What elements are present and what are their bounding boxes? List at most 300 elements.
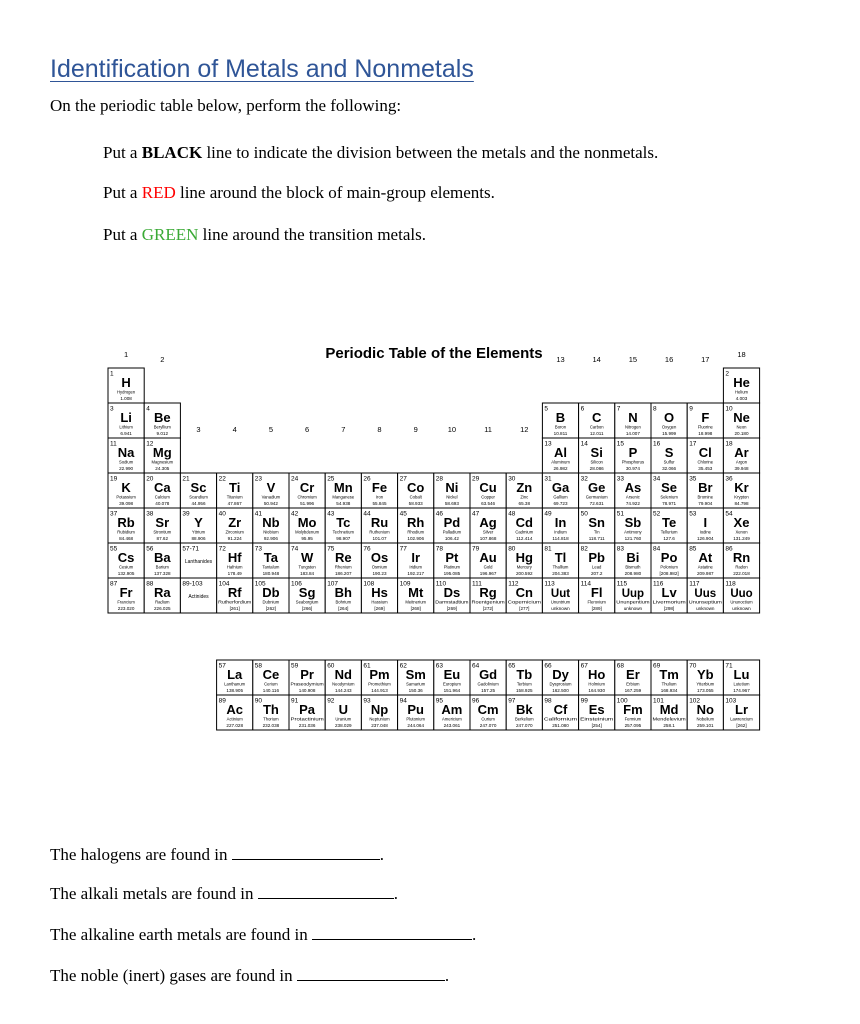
atomic-mass: 10.811 — [553, 431, 568, 436]
element-symbol: Cn — [515, 585, 533, 600]
element-name: Gadolinium — [477, 681, 499, 687]
atomic-mass: 102.906 — [407, 536, 425, 541]
atomic-mass: [268] — [410, 606, 421, 611]
atomic-mass: unknown — [696, 606, 715, 611]
atomic-mass: 196.967 — [479, 571, 497, 576]
element-name: Scandium — [189, 494, 208, 500]
element-th — [253, 695, 289, 730]
atomic-mass: 65.38 — [518, 501, 531, 506]
atomic-mass: 251.080 — [552, 723, 569, 728]
atomic-mass: 243.061 — [443, 723, 461, 728]
atomic-number: 112 — [508, 580, 519, 588]
element-symbol: Y — [194, 515, 203, 530]
atomic-mass: 69.723 — [553, 501, 568, 506]
atomic-number: 61 — [363, 662, 371, 670]
element-symbol: Nb — [262, 515, 280, 530]
element-symbol: Bi — [626, 550, 640, 565]
element-te — [651, 508, 687, 543]
element-name: Ruthenium — [369, 529, 390, 535]
atomic-mass: [298] — [663, 606, 675, 611]
atomic-mass: 238.029 — [334, 723, 352, 728]
atomic-number: 8 — [653, 405, 657, 413]
element-symbol: Lu — [733, 667, 750, 682]
element-bi — [615, 543, 651, 578]
element-name: Actinium — [226, 716, 243, 722]
atomic-mass: 50.942 — [263, 501, 278, 506]
atomic-mass: 79.904 — [698, 501, 713, 506]
atomic-number: 60 — [327, 662, 335, 670]
group-label-6: 6 — [305, 425, 310, 434]
atomic-number: 14 — [580, 440, 588, 448]
atomic-number: 59 — [291, 662, 299, 670]
element-name: Osmium — [371, 564, 388, 570]
atomic-number: 99 — [580, 697, 588, 705]
atomic-number: 110 — [435, 580, 447, 588]
element-name: Einsteinium — [580, 716, 615, 722]
element-symbol: Pm — [369, 667, 390, 682]
atomic-mass: 168.934 — [660, 688, 678, 693]
atomic-mass: 87.62 — [156, 536, 169, 541]
element-se — [651, 473, 687, 508]
atomic-mass: [266] — [301, 606, 313, 611]
element-po — [651, 543, 687, 578]
element-i — [687, 508, 723, 543]
atomic-number: 96 — [472, 697, 480, 705]
element-cs — [108, 543, 144, 578]
element-symbol: Co — [407, 480, 425, 495]
atomic-number: 91 — [291, 697, 299, 705]
element-symbol: Tl — [554, 550, 567, 565]
element-name: Astatine — [697, 564, 713, 570]
group-label-10: 10 — [447, 425, 457, 434]
atomic-mass: 4.003 — [735, 396, 748, 401]
element-symbol: Cl — [698, 445, 712, 460]
element-h — [108, 368, 144, 403]
element-kr — [723, 473, 759, 508]
element-si — [579, 438, 615, 473]
element-w — [289, 543, 325, 578]
element-cu — [470, 473, 506, 508]
atomic-mass: 32.066 — [662, 466, 677, 471]
element-symbol: Li — [120, 410, 132, 425]
atomic-number: 90 — [254, 697, 263, 705]
element-name: Lanthanum — [224, 681, 246, 687]
element-symbol: Tc — [336, 515, 351, 530]
element-name: Barium — [155, 564, 169, 570]
group-label-7: 7 — [341, 425, 346, 434]
atomic-number: 113 — [544, 580, 555, 588]
atomic-mass: 144.913 — [371, 688, 388, 693]
atomic-number: 71 — [725, 662, 733, 670]
element-mo — [289, 508, 325, 543]
element-no — [687, 695, 723, 730]
element-name: Bismuth — [625, 564, 641, 570]
atomic-number: 94 — [399, 697, 407, 705]
element-symbol: Th — [262, 702, 279, 717]
element-uup — [615, 578, 651, 613]
element-u — [325, 695, 361, 730]
instruction-color-red: RED — [141, 183, 176, 202]
atomic-mass: 9.012 — [156, 431, 169, 436]
atomic-mass: 6.941 — [120, 431, 132, 436]
element-y — [180, 508, 216, 543]
element-name: Livermorium — [652, 599, 687, 605]
element-symbol: Cu — [479, 480, 497, 495]
element-name: Hydrogen — [117, 389, 136, 395]
element-in — [542, 508, 578, 543]
element-cn — [506, 578, 542, 613]
element-au — [470, 543, 506, 578]
atomic-mass: 107.868 — [479, 536, 497, 541]
atomic-mass: 232.038 — [262, 723, 280, 728]
intro-text: On the periodic table below, perform the following: — [50, 96, 402, 115]
atomic-number: 2 — [725, 370, 730, 378]
atomic-mass: 106.42 — [444, 536, 459, 541]
atomic-mass: 204.383 — [552, 571, 569, 576]
instruction-black-line: Put a BLACK line to indicate the division between the metals and the nonmetals. — [103, 143, 659, 162]
element-name: Oxygen — [661, 424, 677, 430]
element-symbol: Au — [479, 550, 497, 565]
element-uut — [542, 578, 578, 613]
group-label-12: 12 — [520, 425, 529, 434]
atomic-number: 32 — [580, 475, 588, 483]
element-f — [687, 403, 723, 438]
atomic-number: 93 — [363, 697, 371, 705]
atomic-number: 19 — [110, 475, 118, 483]
atomic-number: 86 — [725, 545, 733, 553]
element-name: Boron — [554, 424, 567, 430]
atomic-number: 23 — [254, 475, 263, 483]
element-at — [687, 543, 723, 578]
element-symbol: Rb — [117, 515, 135, 530]
element-fl — [579, 578, 615, 613]
element-symbol: Np — [370, 702, 389, 717]
element-symbol: V — [266, 480, 276, 495]
placeholder-name: Lanthanides — [184, 559, 213, 565]
atomic-number: 70 — [689, 662, 697, 670]
element-name: Tantalum — [262, 564, 280, 570]
element-symbol: S — [664, 445, 674, 460]
atomic-number: 84 — [653, 545, 661, 553]
atomic-number: 54 — [725, 510, 733, 518]
element-sr — [144, 508, 180, 543]
atomic-number: 69 — [653, 662, 661, 670]
atomic-mass: 72.631 — [589, 501, 604, 506]
element-symbol: Po — [660, 550, 678, 565]
element-symbol: Re — [334, 550, 352, 565]
element-symbol: Sr — [155, 515, 170, 530]
element-symbol: Se — [661, 480, 678, 495]
atomic-mass: 231.036 — [298, 723, 316, 728]
atomic-mass: 114.818 — [552, 536, 569, 541]
element-name: Indium — [554, 529, 567, 535]
element-symbol: Pt — [445, 550, 459, 565]
atomic-number: 57 — [218, 662, 226, 670]
instruction-red-line: Put a RED line around the block of main-group elements. — [103, 183, 495, 202]
element-symbol: Bk — [515, 702, 533, 717]
element-name: Radon — [735, 564, 748, 570]
element-ac — [217, 695, 253, 730]
answer-blank-noble-gases[interactable] — [297, 965, 445, 981]
element-v — [253, 473, 289, 508]
element-symbol: Os — [370, 550, 389, 565]
element-symbol: I — [703, 515, 708, 530]
element-sm — [398, 660, 434, 695]
atomic-number: 67 — [580, 662, 588, 670]
element-name: Zinc — [520, 494, 529, 500]
group-label-17: 17 — [701, 355, 710, 364]
element-ga — [542, 473, 578, 508]
element-symbol: Ne — [733, 410, 750, 425]
answer-blank-halogens[interactable] — [232, 844, 380, 860]
element-symbol: Pr — [300, 667, 314, 682]
atomic-mass: 237.048 — [371, 723, 388, 728]
atomic-number: 40 — [218, 510, 226, 518]
atomic-mass: unknown — [623, 606, 643, 611]
group-label-15: 15 — [628, 355, 638, 364]
atomic-mass: [269] — [446, 606, 458, 611]
element-symbol: Fe — [371, 480, 388, 495]
atomic-mass: 140.116 — [262, 688, 280, 693]
element-tb — [506, 660, 542, 695]
atomic-number: 97 — [508, 697, 516, 705]
element-symbol: Ra — [153, 585, 171, 600]
element-symbol: K — [121, 480, 131, 495]
element-name: Krypton — [734, 494, 749, 500]
element-symbol: Ni — [445, 480, 459, 495]
element-symbol: Tb — [516, 667, 533, 682]
element-symbol: Pu — [407, 702, 425, 717]
atomic-number: 36 — [725, 475, 733, 483]
atomic-mass: 190.23 — [372, 571, 387, 576]
atomic-number: 77 — [399, 545, 407, 553]
atomic-mass: unknown — [551, 606, 570, 611]
element-name: Molybdenum — [295, 529, 320, 535]
element-symbol: Gd — [479, 667, 498, 682]
element-name: Bromine — [697, 494, 714, 500]
group-label-9: 9 — [413, 425, 418, 434]
atomic-mass: [272] — [482, 606, 494, 611]
element-symbol: Cd — [515, 515, 533, 530]
atomic-mass: 157.25 — [481, 688, 496, 693]
atomic-number: 18 — [725, 440, 733, 448]
element-name: Lutetium — [733, 681, 750, 687]
element-br — [687, 473, 723, 508]
element-re — [325, 543, 361, 578]
atomic-mass: 173.055 — [696, 688, 714, 693]
atomic-mass: 192.217 — [407, 571, 425, 576]
element-symbol: Al — [554, 445, 567, 460]
atomic-number: 107 — [327, 580, 339, 588]
atomic-number: 27 — [399, 475, 407, 483]
element-symbol: Ga — [551, 480, 570, 495]
question-halogens: The halogens are found in . — [50, 845, 384, 864]
atomic-mass: [261] — [229, 606, 240, 611]
element-symbol: W — [300, 550, 314, 565]
element-name: Niobium — [263, 529, 279, 535]
atomic-number: 35 — [689, 475, 697, 483]
atomic-mass: 227.028 — [226, 723, 244, 728]
element-symbol: Am — [441, 702, 463, 717]
element-name: Uranium — [335, 716, 352, 722]
element-sg — [289, 578, 325, 613]
element-name: Yttrium — [191, 529, 206, 535]
element-name: Copper — [481, 494, 495, 500]
element-symbol: Ag — [479, 515, 497, 530]
element-symbol: C — [592, 410, 602, 425]
element-name: Argon — [735, 459, 748, 465]
element-pr — [289, 660, 325, 695]
atomic-mass: 101.07 — [372, 536, 387, 541]
atomic-mass: 39.948 — [734, 466, 749, 471]
element-symbol: U — [338, 702, 348, 717]
element-name: Meitnerium — [405, 599, 427, 605]
group-label-11: 11 — [484, 425, 492, 434]
atomic-number: 73 — [254, 545, 263, 553]
element-name: Copernicium — [507, 599, 542, 605]
atomic-number: 111 — [472, 580, 482, 588]
element-name: Polonium — [660, 564, 678, 570]
element-name: Silicon — [590, 459, 603, 465]
element-symbol: Ds — [443, 585, 461, 600]
element-ds — [434, 578, 470, 613]
element-li — [108, 403, 144, 438]
element-name: Thallium — [552, 564, 569, 570]
element-name: Ununtrium — [550, 599, 571, 605]
atomic-mass: 226.025 — [153, 606, 171, 611]
element-al — [542, 438, 578, 473]
atomic-mass: 131.249 — [733, 536, 750, 541]
atomic-mass: 178.49 — [227, 571, 242, 576]
atomic-mass: 1.008 — [120, 396, 132, 401]
element-name: Protactinium — [290, 716, 325, 722]
placeholder-actinides — [180, 578, 216, 613]
answer-blank-alkaline-earth-metals[interactable] — [312, 924, 472, 940]
element-lr — [723, 695, 759, 730]
group-label-8: 8 — [377, 425, 382, 434]
element-name: Chlorine — [697, 459, 714, 465]
atomic-mass: 20.180 — [734, 431, 749, 436]
atomic-mass: 164.930 — [588, 688, 606, 693]
atomic-number: 47 — [472, 510, 480, 518]
element-symbol: Kr — [734, 480, 749, 495]
element-la — [217, 660, 253, 695]
atomic-number: 13 — [544, 440, 552, 448]
element-pu — [398, 695, 434, 730]
atomic-mass: 35.453 — [698, 466, 713, 471]
atomic-number: 15 — [616, 440, 625, 448]
atomic-number: 72 — [218, 545, 226, 553]
element-np — [361, 695, 397, 730]
element-name: Tin — [593, 529, 600, 535]
atomic-number: 9 — [689, 405, 693, 413]
atomic-number: 52 — [653, 510, 661, 518]
element-symbol: Lr — [735, 702, 748, 717]
element-symbol: Eu — [443, 667, 461, 682]
element-name: Aluminum — [551, 459, 570, 465]
atomic-mass: 209.987 — [696, 571, 714, 576]
atomic-number: 116 — [653, 580, 664, 588]
element-name: Technetium — [332, 529, 355, 535]
atomic-mass: 15.999 — [662, 431, 677, 436]
element-symbol: At — [698, 550, 713, 565]
element-name: Iron — [375, 494, 384, 500]
group-label-4: 4 — [232, 425, 237, 434]
group-label-3: 3 — [196, 425, 201, 434]
element-uus — [687, 578, 723, 613]
placeholder-name: Actinides — [188, 594, 209, 600]
element-name: Americium — [442, 716, 462, 722]
element-symbol: Mg — [152, 445, 172, 460]
atomic-mass: 51.996 — [300, 501, 315, 506]
element-mg — [144, 438, 180, 473]
atomic-mass: 95.95 — [301, 536, 313, 541]
element-ti — [217, 473, 253, 508]
atomic-number: 76 — [363, 545, 371, 553]
element-name: Ytterbium — [696, 681, 715, 687]
element-name: Rubidium — [117, 529, 135, 535]
element-symbol: Ar — [734, 445, 749, 460]
atomic-mass: 126.904 — [696, 536, 714, 541]
element-fe — [361, 473, 397, 508]
atomic-number: 95 — [435, 697, 444, 705]
answer-blank-alkali-metals[interactable] — [258, 883, 394, 899]
atomic-number: 28 — [435, 475, 444, 483]
element-name: Radium — [155, 599, 170, 605]
element-pt — [434, 543, 470, 578]
atomic-number: 103 — [725, 697, 737, 705]
placeholder-range: 57-71 — [182, 545, 200, 553]
atomic-mass: 98.907 — [336, 536, 351, 541]
atomic-number: 6 — [580, 405, 585, 413]
element-symbol: Xe — [733, 515, 750, 530]
element-name: Phosphorus — [621, 459, 645, 465]
element-name: Nickel — [446, 494, 458, 500]
atomic-number: 50 — [580, 510, 588, 518]
element-symbol: Dy — [552, 667, 569, 682]
element-name: Calcium — [154, 494, 170, 500]
element-symbol: Mn — [333, 480, 353, 495]
element-bk — [506, 695, 542, 730]
element-ra — [144, 578, 180, 613]
element-symbol: Ac — [226, 702, 244, 717]
atomic-number: 115 — [616, 580, 628, 588]
group-label-5: 5 — [268, 425, 273, 434]
atomic-number: 58 — [254, 662, 263, 670]
element-name: Arsenic — [625, 494, 640, 500]
atomic-number: 12 — [146, 440, 154, 448]
atomic-number: 102 — [689, 697, 701, 705]
element-name: Dubnium — [262, 599, 280, 605]
element-symbol: Mo — [297, 515, 317, 530]
element-symbol: In — [554, 515, 567, 530]
atomic-mass: 259.101 — [696, 723, 714, 728]
atomic-mass: 84.798 — [734, 501, 749, 506]
atomic-mass: 247.070 — [479, 723, 497, 728]
element-symbol: Sm — [405, 667, 426, 682]
atomic-mass: 162.500 — [552, 688, 569, 693]
element-ar — [723, 438, 759, 473]
atomic-mass: [269] — [374, 606, 385, 611]
atomic-mass: 183.84 — [300, 571, 315, 576]
atomic-number: 25 — [327, 475, 335, 483]
element-ge — [579, 473, 615, 508]
atomic-number: 1 — [110, 370, 114, 378]
element-name: Hafnium — [226, 564, 243, 570]
element-name: Helium — [734, 389, 749, 395]
placeholder-range: 89-103 — [182, 580, 203, 588]
atomic-mass: 121.760 — [624, 536, 642, 541]
